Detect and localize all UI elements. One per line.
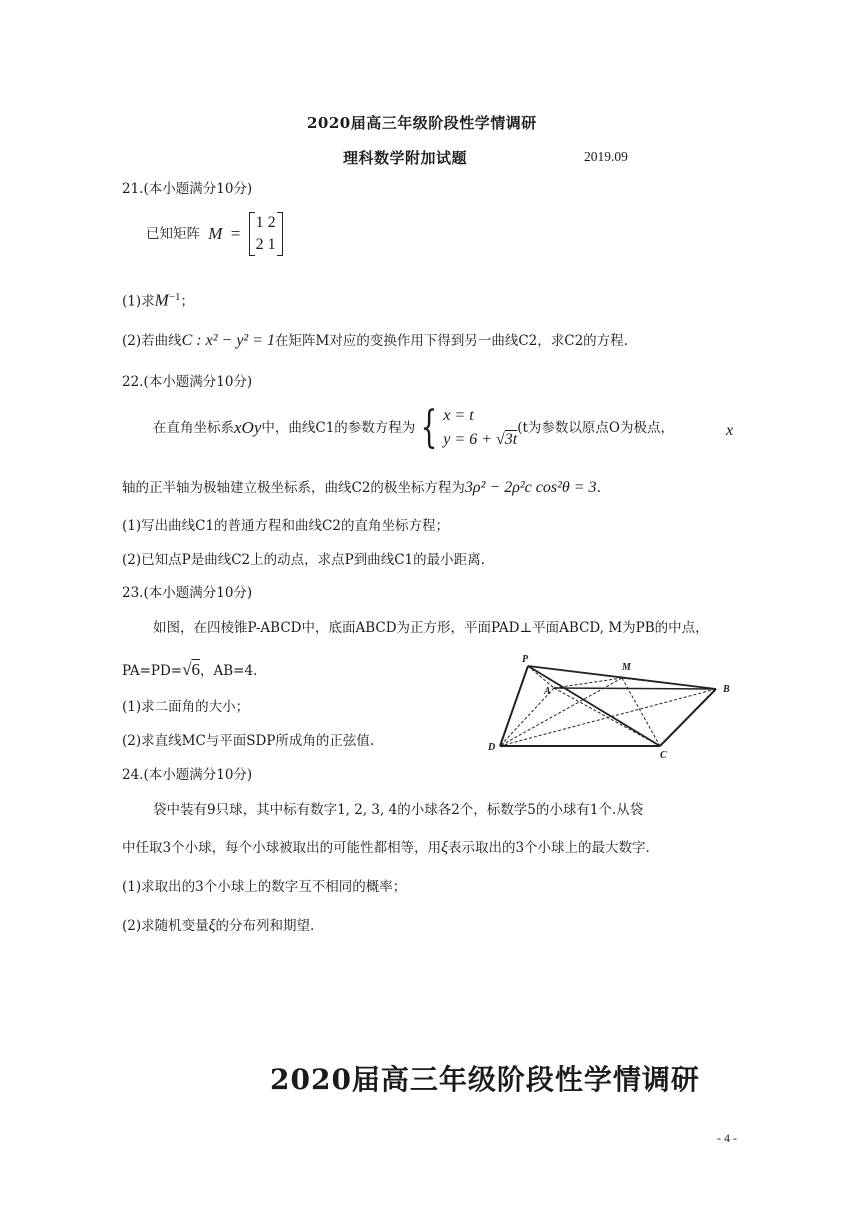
q21-heading: 21.(本小题满分10分) [122,181,253,197]
q21-matrix-var: M [208,224,223,243]
q23-line1: 如图，在四棱锥P-ABCD中，底面ABCD为正方形，平面PAD⊥平面ABCD, M为PB的中点， [153,620,709,636]
q23-part2: (2)求直线MC与平面SDP所成角的正弦值. [122,733,375,749]
edge-ab [554,688,716,689]
q24-part1: (1)求取出的3个小球上的数字互不相同的概率； [122,879,407,895]
q22-part1: (1)写出曲线C1的普通方程和曲线C2的直角坐标方程； [122,518,449,534]
q24-part2-xi: ξ [208,917,216,934]
param-eq-2-sqrt: 3t [504,431,518,448]
q24-line2-b: 表示取出的3个小球上的最大数字. [447,840,650,856]
label-d: D [488,742,496,753]
system-brace: { [420,402,438,453]
q22-line2 [122,478,601,498]
page-number: - 4 - [717,1131,737,1145]
pyramid-figure [480,650,750,765]
q22-polar-eq: 3ρ² − 2ρ²c cos²θ = 3 [464,479,597,496]
q23-line2-b: ，AB=4. [199,663,258,679]
matrix-m [249,212,283,256]
q21-intro-text: 已知矩阵 [146,226,200,242]
edge-cb [660,689,716,746]
edge-ac [554,688,660,746]
exam-date: 2019.09 [584,149,628,164]
param-eq-2-a: y = 6 + √ [443,431,505,448]
footer-title: 2020届高三年级阶段性学情调研 [270,1063,700,1096]
q24-part2-b: 的分布列和期望. [215,918,315,934]
q21-part2-suffix: 在矩阵M对应的变换作用下得到另一曲线C2，求C2的方程. [275,333,628,349]
sqrt-sign: √ [182,660,192,679]
q24-part2-a: (2)求随机变量 [122,918,209,934]
q24-heading: 24.(本小题满分10分) [122,767,253,783]
q21-equals: = [230,224,241,243]
q22-line1-b: 中，曲线C1的参数方程为 [261,420,416,436]
param-eq-2 [443,428,517,452]
q21-part2 [122,331,628,351]
label-c: C [660,750,667,761]
edge-pc [528,666,660,746]
q22-line2-a: 轴的正半轴为极轴建立极坐标系，曲线C2的极坐标方程为 [122,480,465,496]
q24-line2-a: 中任取3个小球，每个小球被取出的可能性都相等，用 [122,840,442,856]
page-title: 2020届高三年级阶段性学情调研 [307,114,537,132]
q21-part2-prefix: (2)若曲线 [122,333,182,349]
q22-line1-a: 在直角坐标系 [153,420,234,436]
q22-part2: (2)已知点P是曲线C2上的动点，求点P到曲线C1的最小距离. [122,552,485,568]
q22-line1-x: x [726,422,734,439]
q24-line1: 袋中装有9只球，其中标有数字1, 2, 3, 4的小球各2个，标数学5的小球有1个.从袋 [153,802,644,818]
q23-part1: (1)求二面角的大小； [122,699,250,715]
q23-line2-a: PA=PD= [122,663,183,679]
label-m: M [622,662,631,673]
label-b: B [723,684,730,695]
q24-part2 [122,916,314,936]
q21-part1-sup: −1 [168,291,181,303]
q23-sqrt-value: 6 [191,660,200,679]
edge-db [500,689,716,746]
label-p: P [522,654,529,665]
edge-pd [500,666,528,746]
q21-part1-math: M [154,290,169,310]
q23-heading: 23.(本小题满分10分) [122,585,253,601]
q24-line2 [122,838,650,858]
q24-xi: ξ [441,839,448,856]
q22-line1 [153,404,674,452]
q21-part1 [122,287,194,312]
q23-line2 [122,660,257,681]
q21-part2-math: C : x² − y² = 1 [181,332,276,349]
q22-line2-b: . [596,480,601,496]
param-system [443,404,517,452]
matrix-row-1: 1 2 [255,214,276,231]
q22-heading: 22.(本小题满分10分) [122,374,253,390]
matrix-row-2: 2 1 [255,236,276,253]
q21-part1-prefix: (1)求 [122,293,155,310]
param-eq-1: x = t [443,407,474,424]
label-a: A [544,686,551,697]
q21-part1-suffix: ； [180,293,195,310]
q22-coord-system: xOy [234,418,262,437]
q22-line1-c: (t为参数以原点O为极点， [517,420,674,436]
edge-ma [554,678,622,688]
page-subtitle: 理科数学附加试题 [343,149,468,167]
q21-intro [146,212,283,256]
